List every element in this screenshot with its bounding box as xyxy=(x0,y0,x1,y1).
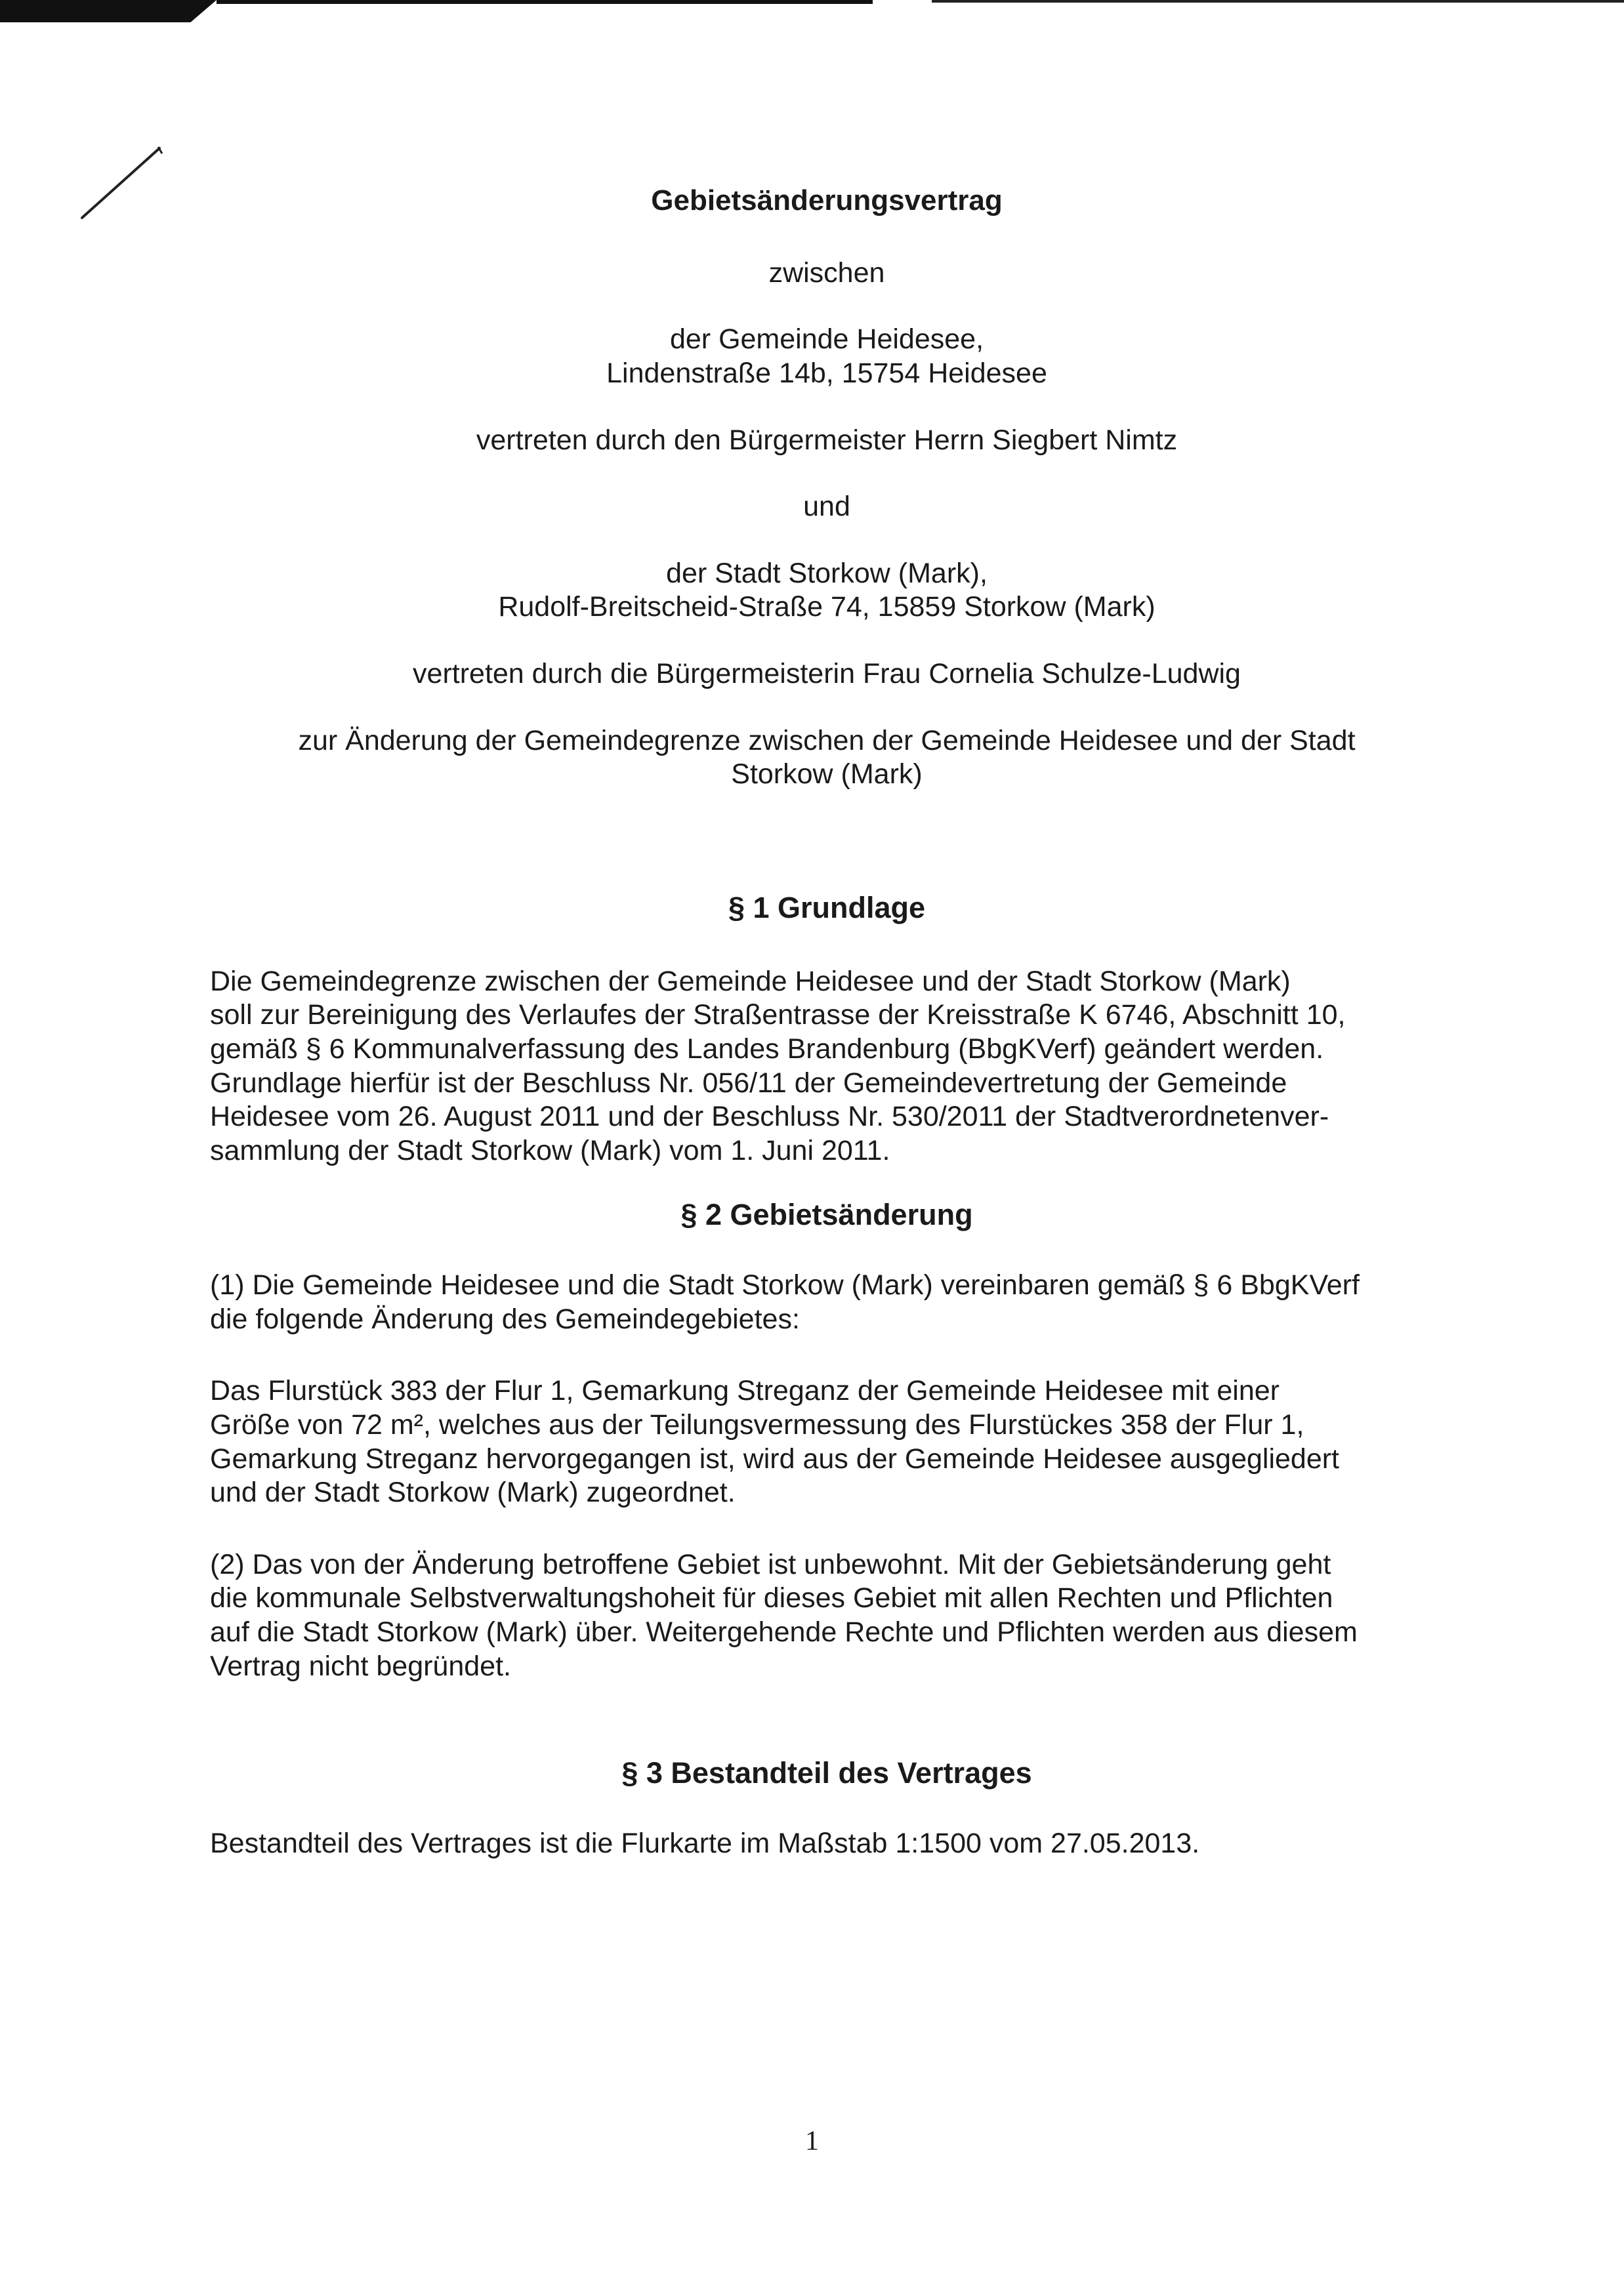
document-page xyxy=(210,184,1444,1861)
party-2-address xyxy=(210,557,1444,625)
party-1-representative: vertreten durch den Bürgermeister Herrn Siegbert Nimtz xyxy=(476,424,1178,456)
section-2-line: Größe von 72 m², welches aus der Teilungsvermessung des Flurstückes 358 der Flur 1, xyxy=(210,1409,1304,1441)
contract-purpose xyxy=(210,724,1444,792)
scan-edge-line xyxy=(217,0,873,4)
section-2-paragraph-3 xyxy=(210,1548,1444,1683)
section-2-line: Gemarkung Streganz hervorgegangen ist, wird aus der Gemeinde Heidesee ausgegliedert xyxy=(210,1443,1340,1475)
party-2-name: der Stadt Storkow (Mark), xyxy=(666,557,988,589)
party-2-representative: vertreten durch die Bürgermeisterin Frau Cornelia Schulze-Ludwig xyxy=(413,657,1241,689)
section-1-line: soll zur Bereinigung des Verlaufes der Straßentrasse der Kreisstraße K 6746, Abschnitt 10, xyxy=(210,999,1346,1031)
pen-stroke-mark xyxy=(75,144,167,223)
scan-edge-shadow xyxy=(0,0,217,22)
purpose-line-2: Storkow (Mark) xyxy=(731,758,923,790)
section-3-heading: § 3 Bestandteil des Vertrages xyxy=(621,1756,1032,1790)
section-2-line: die folgende Änderung des Gemeindegebietes: xyxy=(210,1303,800,1335)
section-1-body xyxy=(210,965,1450,1168)
section-1-line: Heidesee vom 26. August 2011 und der Beschluss Nr. 530/2011 der Stadtverordnetenver- xyxy=(210,1101,1329,1133)
section-3-text: Bestandteil des Vertrages ist die Flurkarte im Maßstab 1:1500 vom 27.05.2013. xyxy=(210,1828,1200,1860)
section-1-line: sammlung der Stadt Storkow (Mark) vom 1. Juni 2011. xyxy=(210,1134,890,1166)
between-label: zwischen xyxy=(768,256,885,289)
section-2-line: die kommunale Selbstverwaltungshoheit für dieses Gebiet mit allen Rechten und Pflichten xyxy=(210,1582,1333,1614)
scan-edge-line-right xyxy=(932,0,1624,3)
page-number: 1 xyxy=(805,2126,819,2156)
section-1-line: Grundlage hierfür ist der Beschluss Nr. 056/11 der Gemeindevertretung der Gemeinde xyxy=(210,1067,1287,1099)
section-2-line: (2) Das von der Änderung betroffene Gebiet ist unbewohnt. Mit der Gebietsänderung geht xyxy=(210,1548,1331,1580)
section-1-heading: § 1 Grundlage xyxy=(728,890,926,924)
document-title: Gebietsänderungsvertrag xyxy=(651,184,1003,216)
section-1-line: Die Gemeindegrenze zwischen der Gemeinde Heidesee und der Stadt Storkow (Mark) xyxy=(210,965,1291,997)
section-1-line: gemäß § 6 Kommunalverfassung des Landes Brandenburg (BbgKVerf) geändert werden. xyxy=(210,1033,1324,1065)
section-2-line: Vertrag nicht begründet. xyxy=(210,1650,511,1682)
and-label: und xyxy=(803,491,850,523)
purpose-line-1: zur Änderung der Gemeindegrenze zwischen der Gemeinde Heidesee und der Stadt xyxy=(298,724,1356,756)
party-1-name: der Gemeinde Heidesee, xyxy=(669,323,984,356)
section-2-heading: § 2 Gebietsänderung xyxy=(680,1198,973,1232)
party-2-street: Rudolf-Breitscheid-Straße 74, 15859 Storkow (Mark) xyxy=(498,591,1156,623)
party-1-address xyxy=(210,323,1444,390)
section-2-paragraph-2 xyxy=(210,1374,1444,1509)
party-1-street: Lindenstraße 14b, 15754 Heidesee xyxy=(606,357,1047,389)
section-2-paragraph-1 xyxy=(210,1269,1444,1336)
section-2-line: (1) Die Gemeinde Heidesee und die Stadt Storkow (Mark) vereinbaren gemäß § 6 BbgKVerf xyxy=(210,1269,1360,1302)
section-2-line: und der Stadt Storkow (Mark) zugeordnet. xyxy=(210,1477,736,1509)
section-2-line: auf die Stadt Storkow (Mark) über. Weitergehende Rechte und Pflichten werden aus diesem xyxy=(210,1616,1358,1649)
section-2-line: Das Flurstück 383 der Flur 1, Gemarkung Streganz der Gemeinde Heidesee mit einer xyxy=(210,1375,1280,1407)
